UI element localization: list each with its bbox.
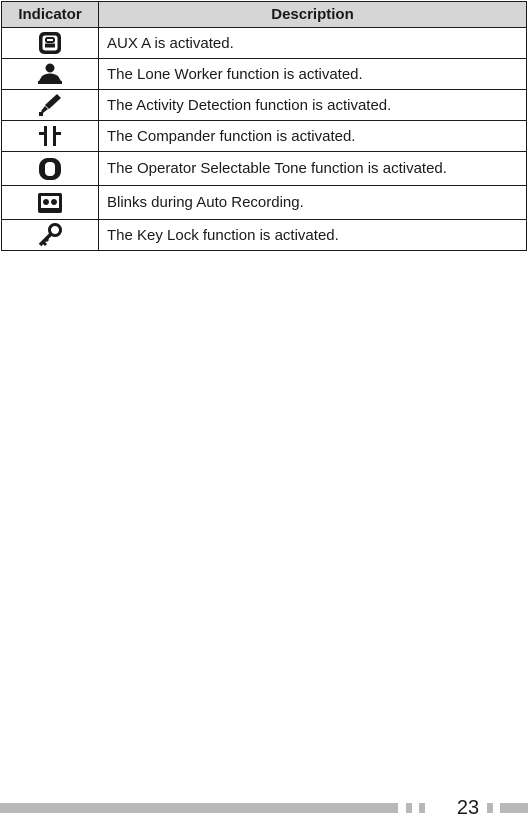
indicator-cell (2, 152, 99, 186)
footer-bar-end (500, 803, 528, 813)
description-cell: The Lone Worker function is activated. (99, 59, 527, 90)
footer-bar-segment (406, 803, 412, 813)
description-cell: The Compander function is activated. (99, 121, 527, 152)
indicator-cell (2, 220, 99, 251)
table-row (2, 220, 527, 251)
table-row (2, 186, 527, 220)
aux-a-icon (36, 31, 64, 55)
table-row (2, 90, 527, 121)
key-lock-icon (36, 223, 64, 247)
indicator-column-header: Indicator (2, 2, 99, 28)
auto-recording-icon (36, 191, 64, 215)
indicator-cell (2, 121, 99, 152)
table-header-row (2, 2, 527, 28)
footer-bar (0, 803, 398, 813)
description-cell: The Key Lock function is activated. (99, 220, 527, 251)
table-row (2, 28, 527, 59)
indicator-cell (2, 90, 99, 121)
footer-bar-segment (487, 803, 493, 813)
table-row (2, 59, 527, 90)
description-cell: The Operator Selectable Tone function is activated. (99, 152, 527, 186)
page-number: 23 (456, 797, 480, 819)
footer-bar-segment (419, 803, 425, 813)
lone-worker-icon (36, 62, 64, 86)
indicator-cell (2, 186, 99, 220)
operator-selectable-tone-icon (36, 157, 64, 181)
indicator-cell (2, 59, 99, 90)
indicator-cell (2, 28, 99, 59)
activity-detection-icon (36, 93, 64, 117)
table-row (2, 121, 527, 152)
description-cell: The Activity Detection function is activated. (99, 90, 527, 121)
description-cell: AUX A is activated. (99, 28, 527, 59)
indicator-table (1, 1, 527, 251)
compander-icon (36, 124, 64, 148)
table-row (2, 152, 527, 186)
description-column-header: Description (99, 2, 527, 28)
description-cell: Blinks during Auto Recording. (99, 186, 527, 220)
